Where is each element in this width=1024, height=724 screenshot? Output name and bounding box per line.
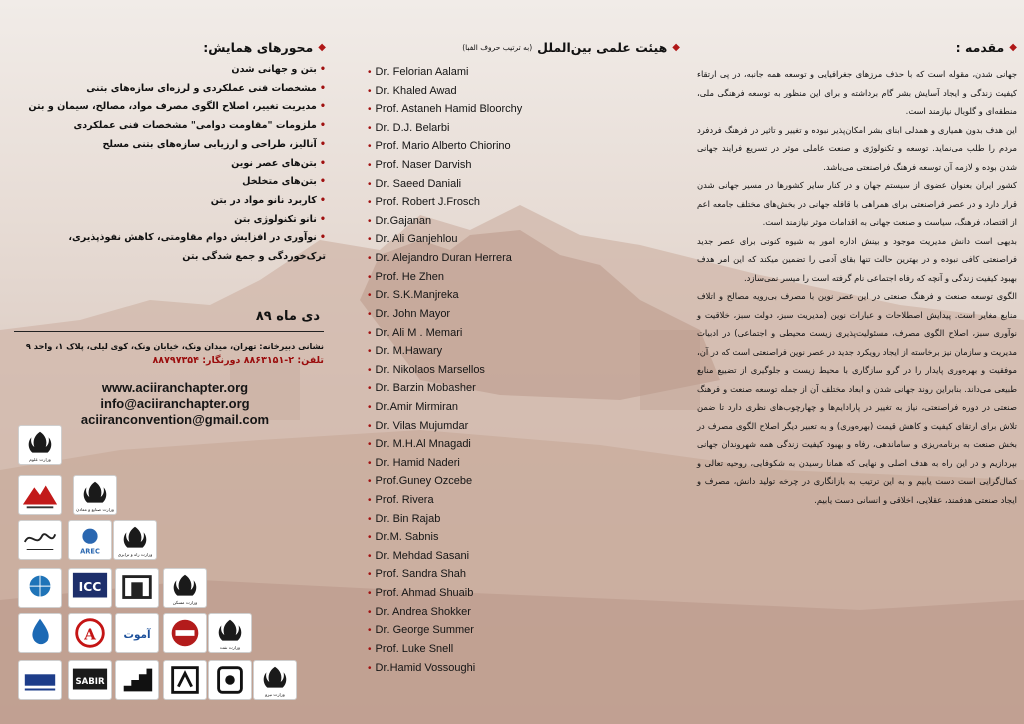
committee-member: • Dr. Andrea Shokker bbox=[368, 603, 686, 622]
stair-logo-icon bbox=[115, 660, 159, 700]
topic-item bbox=[10, 98, 326, 117]
committee-member: • Dr. M.Hawary bbox=[368, 342, 686, 361]
globe-logo-icon bbox=[18, 568, 62, 608]
committee-member: • Dr. Ali Ganjehlou bbox=[368, 230, 686, 249]
svg-text:وزارت نفت: وزارت نفت bbox=[219, 646, 241, 652]
intro-paragraph: جهانی شدن، مقوله است که با حذف مرزهای جغرافیایی و توسعه همه جانبه، در پی ارتقاء کیفیت زندگی و ایجاد آسایش بشر گام برداشته و برای این منظور به توسعه فرهنگی ملی، منطقه‌ای و گلوبال نیازمند است. bbox=[697, 69, 1017, 116]
committee-member: • Dr. Mehdad Sasani bbox=[368, 547, 686, 566]
secretariat-address: نشانی دبیرخانه: تهران، میدان ونک، خیابان ونک، کوی لیلی، پلاک ۱، واحد ۹ bbox=[25, 341, 324, 351]
svg-text:وزارت مسکن: وزارت مسکن bbox=[172, 601, 198, 607]
committee-member: • Dr. John Mayor bbox=[368, 305, 686, 324]
committee-member: • Dr. Ali M . Memari bbox=[368, 324, 686, 343]
icc-logo-icon bbox=[68, 568, 112, 608]
committee-header bbox=[368, 40, 686, 55]
topic-text: بتن‌های عصر نوین bbox=[231, 157, 317, 169]
committee-member: • Dr.Amir Mirmiran bbox=[368, 398, 686, 417]
phone-fax: تلفن: ۲-۸۸۶۳۱۵۱ دورنگار: ۸۸۷۹۷۳۵۴ bbox=[152, 355, 324, 366]
committee-member: • Prof. Sandra Shah bbox=[368, 565, 686, 584]
committee-member: • Prof. Luke Snell bbox=[368, 640, 686, 659]
committee-member: • Dr. Khaled Awad bbox=[368, 82, 686, 101]
committee-member: • Dr. Alejandro Duran Herrera bbox=[368, 249, 686, 268]
intro-header bbox=[697, 40, 1017, 55]
committee-member: • Dr. Felorian Aalami bbox=[368, 63, 686, 82]
intro-paragraph: الگوی توسعه صنعت و فرهنگ صنعتی در این عصر نوین با مصرف بی‌رویه مصالح و اتلاف منابع مغایر است. پیدایش اصطلاحات و عبارات نوین (مدیریت سبز، دولت سبز، خلاقیت و نوآوری سبز، اصلاح الگوی مصرف، مسئولیت‌پذیری زیست محیطی و اجتماعی) در ادبیات مدیریت و سازمان نیز برخاسته از ایجاد رویکرد جدید در عصر نوین فراصنعتی است که در آن، موفقیت و بهره‌وری پایدار را در گرو سازگاری با محیط زیست و جلوگیری از تضییع منابع طبیعی می‌داند. بنابراین روند جهانی شدن و ابعاد مختلف آن از جمله توسعه صنعت و فرهنگ صنعتی در دوره فراصنعتی، نیاز به تغییر در پارادایم‌ها و چهارچوب‌های نظری دارد تا ضمن تلاش برای ارتقای کیفیت و کاهش قیمت (بهره‌وری) و به تعبیر دیگر اصلاح الگوی مصرف در بخش صنعت به برنامه‌ریزی و ساماندهی، رفاه و بهبود کیفیت زندگی همه شهروندان جهانی بپردازیم و در این راه به هدف اصلی و نهایی که همانا رسیدن به شکوفایی، روحیه تعالی و کمال‌گرایی است دست یابیم و به این ترتیب به بازانگاری در چرخه تولید دانش، مصرف و ایجاد صنعتی هدفمند، عقلایی، اخلاقی و انسانی دست یابیم. bbox=[697, 291, 1017, 505]
svg-text:وزارت علوم: وزارت علوم bbox=[29, 458, 51, 464]
iran-emblem-icon bbox=[163, 568, 207, 608]
drop-logo-icon bbox=[18, 613, 62, 653]
topic-text: آنالیز، طراحی و ارزیابی سازه‌های بتنی مسلح bbox=[102, 138, 317, 150]
topic-text: مدیریت تغییر، اصلاح الگوی مصرف مواد، مصالح، سیمان و بتن bbox=[28, 101, 317, 113]
svg-text:وزارت راه و ترابری: وزارت راه و ترابری bbox=[117, 553, 153, 559]
sabir-logo-icon bbox=[68, 660, 112, 700]
intro-section bbox=[697, 40, 1017, 509]
topic-list bbox=[10, 61, 326, 266]
iran-emblem-icon bbox=[208, 613, 252, 653]
committee-member: • Prof. Rivera bbox=[368, 491, 686, 510]
committee-member: • Prof. He Zhen bbox=[368, 268, 686, 287]
calligraphy-logo-icon bbox=[18, 520, 62, 560]
topic-text: نانو تکنولوژی بتن bbox=[234, 213, 317, 225]
svg-text:A: A bbox=[84, 625, 96, 644]
arec-logo-icon bbox=[68, 520, 112, 560]
committee-member: • Prof. Astaneh Hamid Bloorchy bbox=[368, 100, 686, 119]
topic-item bbox=[10, 136, 326, 155]
topic-item bbox=[10, 192, 326, 211]
round-badge-logo-icon bbox=[163, 613, 207, 653]
iran-emblem-icon bbox=[18, 425, 62, 465]
committee-member: • Dr. Bin Rajab bbox=[368, 510, 686, 529]
email-link[interactable]: info@aciiranchapter.org bbox=[100, 396, 250, 411]
topic-text-cont: ترک‌خوردگی و جمع شدگی بتن bbox=[182, 251, 326, 263]
committee-member: • Dr. S.K.Manjreka bbox=[368, 286, 686, 305]
committee-member: • Dr. Saeed Daniali bbox=[368, 175, 686, 194]
svg-text:AREC: AREC bbox=[80, 547, 100, 556]
committee-subheading: (به ترتیب حروف الفبا) bbox=[462, 43, 533, 52]
bar-logo-icon bbox=[18, 660, 62, 700]
intro-paragraph: بدیهی است دانش مدیریت موجود و بینش اداره امور به شیوه کنونی برای عصر جدید فراصنعتی کافی نبوده و در بهترین حالت تنها بقای آدمی را تضمین میکند که این امر هدف بهبود کیفیت زندگی و آنچه که رفاه اجتماعی نام گرفته است را میسر نمی‌سازد. bbox=[697, 235, 1017, 283]
topic-item bbox=[10, 155, 326, 174]
text-logo-icon bbox=[115, 613, 159, 653]
committee-member: • Prof. Mario Alberto Chiorino bbox=[368, 137, 686, 156]
website-link[interactable]: www.aciiranchapter.org bbox=[101, 380, 249, 395]
svg-text:آموت: آموت bbox=[123, 628, 151, 641]
committee-member: • Dr. Vilas Mujumdar bbox=[368, 417, 686, 436]
topic-text: کاربرد نانو مواد در بتن bbox=[210, 194, 317, 206]
topic-text: ملزومات "مقاومت دوامی" مشخصات فنی عملکردی bbox=[73, 120, 317, 132]
committee-member: • Prof. Ahmad Shuaib bbox=[368, 584, 686, 603]
topic-text: مشخصات فنی عملکردی و لرزه‌ای سازه‌های بتنی bbox=[86, 82, 317, 94]
intro-heading: مقدمه : bbox=[955, 40, 1005, 55]
iran-emblem-icon bbox=[253, 660, 297, 700]
committee-section bbox=[368, 40, 686, 677]
topic-text: نوآوری در افزایش دوام مقاومتی، کاهش نفوذپذیری، bbox=[68, 232, 317, 244]
building-logo-icon bbox=[115, 568, 159, 608]
a-circle-logo-icon bbox=[68, 613, 112, 653]
committee-member: • Prof. Naser Darvish bbox=[368, 156, 686, 175]
square-logo2-icon bbox=[208, 660, 252, 700]
topic-text: بتن و جهانی شدن bbox=[231, 64, 317, 75]
committee-member: • Dr. D.J. Belarbi bbox=[368, 119, 686, 138]
committee-member: • Dr.Hamid Vossoughi bbox=[368, 659, 686, 678]
committee-member: • Dr. Barzin Mobasher bbox=[368, 379, 686, 398]
event-date: دی ماه ۸۹ bbox=[255, 309, 320, 324]
svg-text:SABIR: SABIR bbox=[75, 676, 105, 687]
sponsor-logos bbox=[18, 425, 298, 715]
committee-member: • Dr. George Summer bbox=[368, 621, 686, 640]
topic-text: بتن‌های متخلخل bbox=[242, 176, 317, 188]
committee-member: • Dr. Nikolaos Marsellos bbox=[368, 361, 686, 380]
topics-heading: محورهای همایش: bbox=[203, 40, 314, 55]
committee-member: • Dr. Hamid Naderi bbox=[368, 454, 686, 473]
square-logo-icon bbox=[163, 660, 207, 700]
divider bbox=[14, 331, 324, 332]
topic-item bbox=[10, 61, 326, 80]
topic-item bbox=[10, 229, 326, 266]
committee-member: • Dr.M. Sabnis bbox=[368, 528, 686, 547]
topic-item bbox=[10, 211, 326, 230]
svg-text:وزارت نیرو: وزارت نیرو bbox=[265, 693, 285, 699]
topic-item bbox=[10, 80, 326, 99]
email-link[interactable]: aciiranconvention@gmail.com bbox=[80, 412, 270, 427]
diamond-icon: ◆ bbox=[1009, 42, 1017, 53]
committee-member: • Prof.Guney Ozcebe bbox=[368, 472, 686, 491]
committee-member: • Prof. Robert J.Frosch bbox=[368, 193, 686, 212]
committee-member: • Dr. M.H.Al Mnagadi bbox=[368, 435, 686, 454]
intro-paragraph: کشور ایران بعنوان عضوی از سیستم جهان و در کنار سایر کشورها در مسیر جهانی شدن قرار دارد و در عصر فراصنعتی برای همراهی با قافله جهانی در بخش‌های مختلف جامعه اعم از اقتصاد، فرهنگ، سیاست و صنعت جهانی به اقدامات موثر نیازمند است. bbox=[697, 180, 1017, 227]
member-list bbox=[368, 63, 686, 677]
committee-heading: هیئت علمی بین‌الملل bbox=[537, 40, 668, 55]
topics-header bbox=[10, 40, 326, 55]
mountain-logo-icon bbox=[18, 475, 62, 515]
topic-item bbox=[10, 173, 326, 192]
topic-item bbox=[10, 117, 326, 136]
intro-paragraph: این هدف بدون همیاری و همدلی ابنای بشر امکان‌پذیر نبوده و تغییر و تاثیر در فرهنگ فردفرد مردم را طلب می‌نماید. توسعه و تکنولوژی و صنعت عاملی موثر در تسریع فرایند جهانی شدن بوده و لازمه آن توسعه فرهنگ فراصنعتی می‌باشد. bbox=[697, 124, 1017, 172]
diamond-icon: ◆ bbox=[318, 42, 326, 53]
iran-emblem-icon bbox=[113, 520, 157, 560]
svg-text:ICC: ICC bbox=[78, 579, 102, 594]
svg-text:وزارت صنایع و معادن: وزارت صنایع و معادن bbox=[76, 508, 114, 514]
committee-member: • Dr.Gajanan bbox=[368, 212, 686, 231]
diamond-icon: ◆ bbox=[672, 42, 680, 53]
topics-section bbox=[10, 40, 326, 266]
iran-emblem-icon bbox=[73, 475, 117, 515]
